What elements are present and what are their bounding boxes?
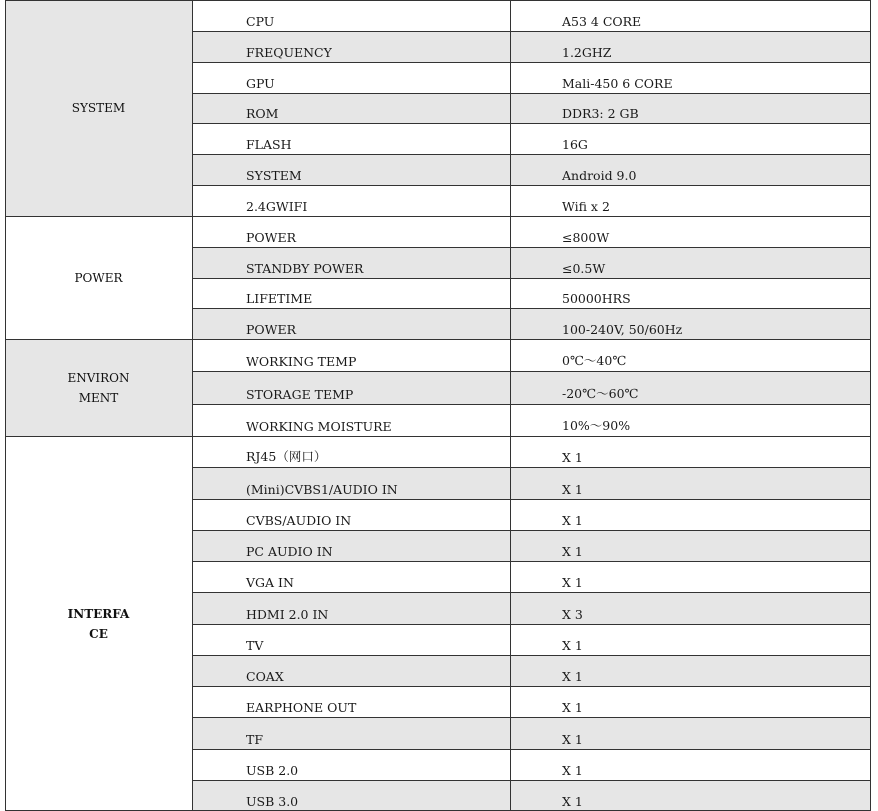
spec-value: ≤800W: [562, 229, 610, 245]
spec-label: EARPHONE OUT: [246, 700, 357, 716]
column-divider: [192, 0, 193, 811]
row-divider: [192, 93, 870, 94]
section-environment: [0, 339, 878, 436]
column-divider: [510, 0, 511, 811]
section-power: [0, 216, 878, 339]
spec-label: RJ45（网口）: [246, 449, 327, 465]
row-divider: [192, 371, 870, 372]
table-row: [192, 278, 870, 309]
spec-label: GPU: [246, 75, 275, 91]
spec-label: CPU: [246, 13, 275, 29]
spec-value: Wifi x 2: [562, 198, 610, 214]
spec-label: TV: [246, 637, 264, 653]
table-row: [192, 404, 870, 436]
category-label: [5, 216, 192, 339]
row-divider: [192, 780, 870, 781]
spec-value: X 1: [562, 669, 583, 684]
spec-label: (Mini)CVBS1/AUDIO IN: [246, 481, 398, 497]
row-divider: [192, 717, 870, 718]
column-divider: [5, 0, 6, 811]
spec-value: 0℃～40℃: [562, 353, 627, 369]
category-label-line: ENVIRON: [67, 370, 130, 385]
table-row: [192, 308, 870, 339]
row-divider: [192, 467, 870, 468]
spec-value: X 1: [562, 637, 583, 653]
table-row: [192, 592, 870, 623]
row-divider: [192, 561, 870, 562]
spec-label: LIFETIME: [246, 291, 313, 307]
table-row: [192, 0, 870, 31]
row-divider: [192, 686, 870, 687]
row-divider: [192, 749, 870, 750]
table-row: [192, 93, 870, 124]
row-divider: [192, 62, 870, 63]
spec-value: X 1: [562, 575, 583, 591]
row-divider: [192, 404, 870, 405]
section-interface: [0, 436, 878, 811]
spec-label: 2.4GWIFI: [246, 198, 308, 214]
spec-label: USB 3.0: [246, 794, 299, 809]
table-row: [192, 31, 870, 62]
spec-label: ROM: [246, 106, 279, 122]
category-label-line: INTERFA: [67, 606, 130, 621]
table-row: [192, 749, 870, 780]
spec-value: 50000HRS: [562, 291, 631, 307]
spec-label: FREQUENCY: [246, 44, 332, 60]
category-label-line: MENT: [78, 390, 119, 405]
spec-label: STORAGE TEMP: [246, 386, 354, 402]
category-label: [5, 0, 192, 216]
spec-value: X 1: [562, 512, 583, 528]
section-divider: [5, 339, 870, 340]
table-row: [192, 123, 870, 154]
table-row: [192, 624, 870, 655]
table-row: [192, 467, 870, 498]
spec-label: VGA IN: [246, 575, 294, 591]
spec-value: 1.2GHZ: [562, 44, 612, 60]
spec-value: X 1: [562, 544, 583, 559]
spec-label: STANDBY POWER: [246, 260, 364, 276]
table-row: [192, 185, 870, 216]
category-label: [5, 339, 192, 436]
spec-label: POWER: [246, 229, 297, 245]
spec-value: DDR3: 2 GB: [562, 106, 639, 122]
table-row: [192, 780, 870, 811]
row-divider: [192, 247, 870, 248]
spec-value: X 1: [562, 700, 583, 716]
spec-value: 16G: [562, 137, 588, 153]
spec-label: FLASH: [246, 137, 292, 153]
spec-label: COAX: [246, 669, 284, 684]
category-label-line: CE: [89, 626, 108, 641]
spec-label: SYSTEM: [246, 168, 302, 184]
table-row: [192, 62, 870, 93]
section-system: [0, 0, 878, 216]
spec-label: USB 2.0: [246, 762, 299, 778]
row-divider: [192, 624, 870, 625]
spec-value: X 1: [562, 731, 583, 747]
spec-label: POWER: [246, 322, 297, 337]
table-row: [192, 436, 870, 467]
category-label: [5, 436, 192, 811]
row-divider: [192, 185, 870, 186]
row-divider: [192, 123, 870, 124]
section-divider: [5, 0, 870, 1]
spec-label: WORKING TEMP: [246, 354, 357, 370]
spec-label: WORKING MOISTURE: [246, 418, 392, 434]
spec-value: ≤0.5W: [562, 260, 606, 276]
spec-value: 100-240V, 50/60Hz: [562, 322, 683, 337]
spec-label: HDMI 2.0 IN: [246, 606, 329, 622]
table-row: [192, 655, 870, 686]
table-row: [192, 499, 870, 530]
spec-label: TF: [246, 731, 264, 747]
table-row: [192, 339, 870, 371]
row-divider: [192, 655, 870, 656]
row-divider: [192, 308, 870, 309]
column-divider: [870, 0, 871, 811]
spec-value: Android 9.0: [562, 168, 637, 184]
spec-value: -20℃～60℃: [562, 385, 639, 401]
table-row: [192, 247, 870, 278]
section-divider: [5, 216, 870, 217]
spec-value: X 1: [562, 450, 583, 466]
table-row: [192, 371, 870, 403]
table-row: [192, 717, 870, 748]
table-row: [192, 216, 870, 247]
row-divider: [192, 499, 870, 500]
row-divider: [192, 31, 870, 32]
spec-label: PC AUDIO IN: [246, 544, 333, 559]
spec-value: X 1: [562, 481, 583, 497]
spec-value: X 1: [562, 762, 583, 778]
spec-value: Mali-450 6 CORE: [562, 75, 673, 91]
category-label-line: POWER: [74, 270, 123, 285]
spec-value: 10%～90%: [562, 417, 631, 433]
table-row: [192, 686, 870, 717]
section-divider: [5, 436, 870, 437]
row-divider: [192, 154, 870, 155]
table-row: [192, 154, 870, 185]
table-row: [192, 561, 870, 592]
row-divider: [192, 592, 870, 593]
spec-value: X 3: [562, 606, 583, 622]
row-divider: [192, 530, 870, 531]
row-divider: [192, 278, 870, 279]
spec-value: A53 4 CORE: [562, 13, 642, 29]
spec-label: CVBS/AUDIO IN: [246, 512, 352, 528]
spec-value: X 1: [562, 794, 583, 809]
table-row: [192, 530, 870, 561]
category-label-line: SYSTEM: [71, 101, 126, 115]
